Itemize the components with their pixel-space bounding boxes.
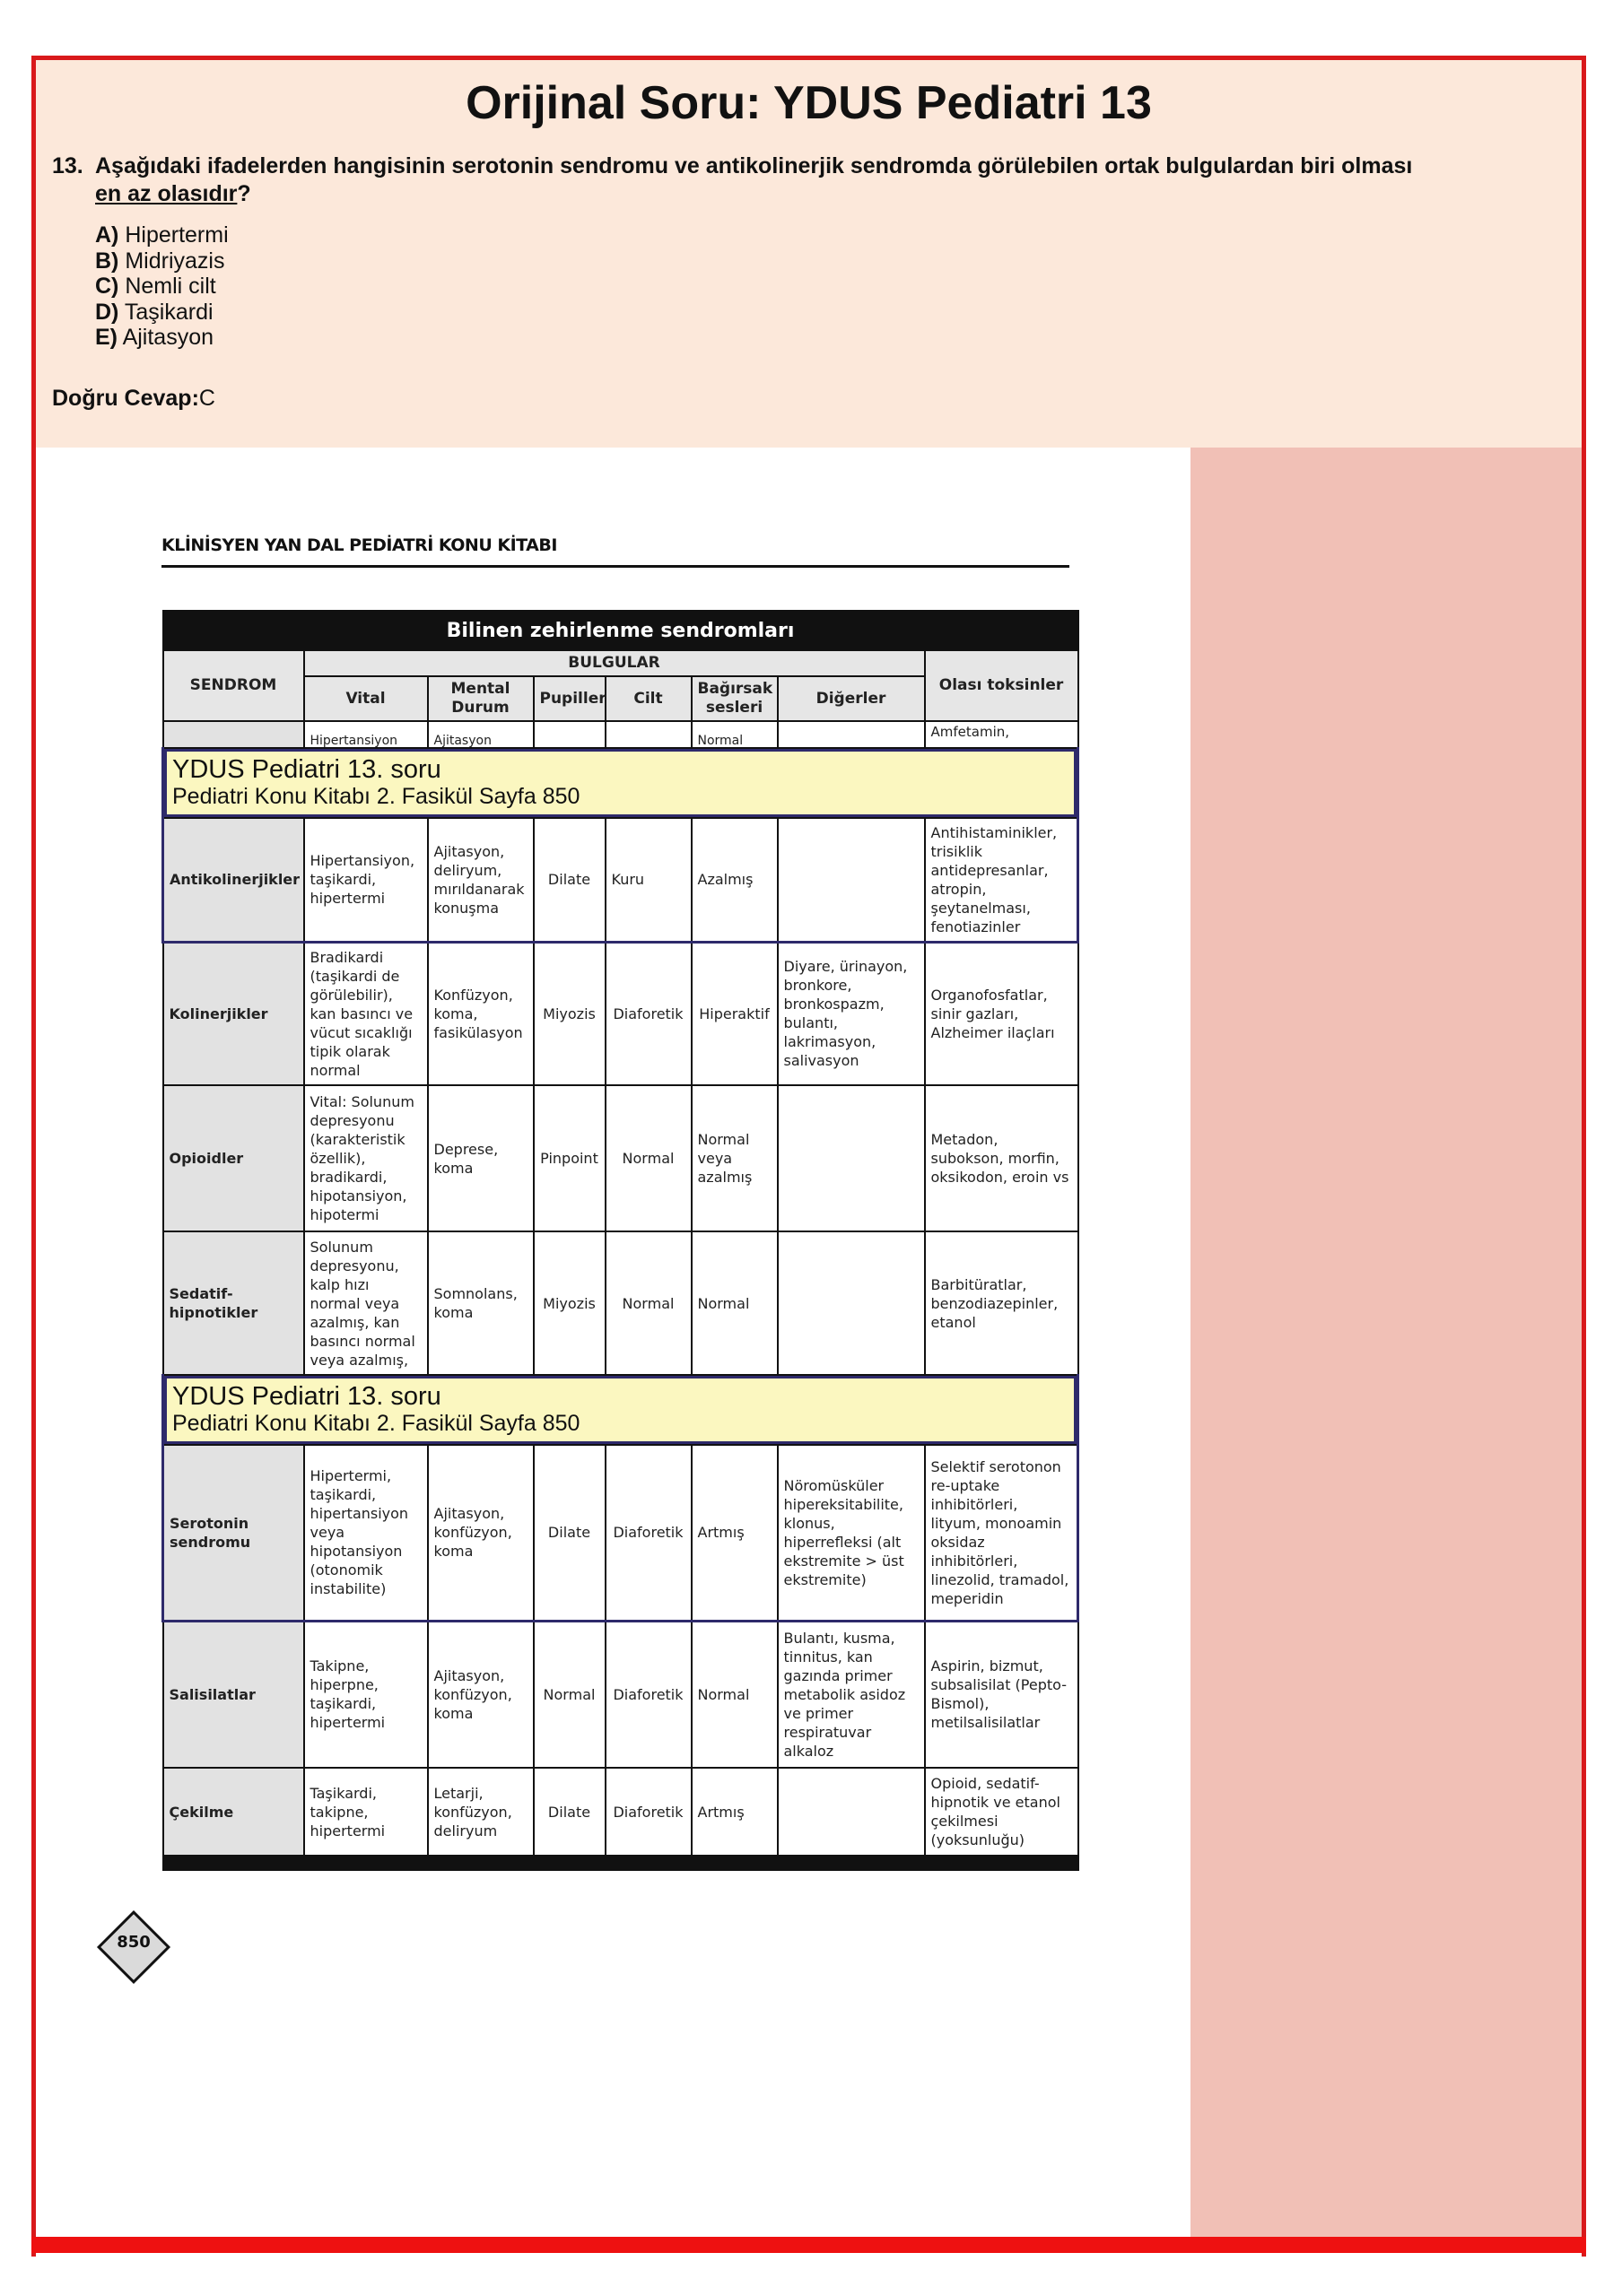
cell-bowel: Normal xyxy=(692,1621,778,1768)
option-text: Nemli cilt xyxy=(125,274,216,299)
cell-toxins: Opioid, sedatif-hipnotik ve etanol çekilmesi (yoksunluğu) xyxy=(925,1768,1078,1856)
cell-syndrome: Salisilatlar xyxy=(163,1621,304,1768)
cell-toxins: Aspirin, bizmut, subsalisilat (Pepto-Bismol), metilsalisilatlar xyxy=(925,1621,1078,1768)
annotation-source: Pediatri Konu Kitabı 2. Fasikül Sayfa 850 xyxy=(172,1411,580,1436)
option-text: Hipertermi xyxy=(125,222,229,248)
cell-bowel: Normal xyxy=(692,1231,778,1375)
option-text: Ajitasyon xyxy=(122,325,214,350)
book-header: KLİNİSYEN YAN DAL PEDİATRİ KONU KİTABI xyxy=(161,535,557,555)
option-letter: E) xyxy=(95,325,118,350)
col-bowel: Bağırsak sesleri xyxy=(692,676,778,721)
cell-vital: Taşikardi, takipne, hipertermi xyxy=(304,1768,428,1856)
cell-skin: Normal xyxy=(606,1085,692,1231)
cell-mental: Ajitasyon xyxy=(428,721,534,748)
cell-toxins: Amfetamin, xyxy=(925,721,1078,748)
cell-bowel: Azalmış xyxy=(692,818,778,942)
cell-mental: Konfüzyon, koma, fasikülasyon xyxy=(428,942,534,1085)
cell-mental: Ajitasyon, deliryum, mırıldanarak konuşma xyxy=(428,818,534,942)
cell-pupils: Normal xyxy=(534,1621,606,1768)
cell-bowel: Normal xyxy=(692,721,778,748)
cell-mental: Letarji, konfüzyon, deliryum xyxy=(428,1768,534,1856)
col-toxins: Olası toksinler xyxy=(925,650,1078,721)
col-syndrome: SENDROM xyxy=(163,650,304,721)
table-title: Bilinen zehirlenme sendromları xyxy=(163,611,1078,650)
cell-bowel: Normal veya azalmış xyxy=(692,1085,778,1231)
cell-toxins: Selektif serotonon re-uptake inhibitörleri, lityum, monoamin oksidaz inhibitörleri, linezolid, tramadol, meperidin xyxy=(925,1445,1078,1621)
cell-toxins: Barbitüratlar, benzodiazepinler, etanol xyxy=(925,1231,1078,1375)
cell-skin: Kuru xyxy=(606,818,692,942)
question-mark: ? xyxy=(237,181,251,206)
cell-vital: Vital: Solunum depresyonu (karakteristik özellik), bradikardi, hipotansiyon, hipotermi xyxy=(304,1085,428,1231)
col-mental: Mental Durum xyxy=(428,676,534,721)
option-letter: D) xyxy=(95,299,119,325)
cell-bowel: Artmış xyxy=(692,1768,778,1856)
cell-skin: Diaforetik xyxy=(606,942,692,1085)
cell-skin: Normal xyxy=(606,1231,692,1375)
annotation-title: YDUS Pediatri 13. soru xyxy=(172,755,441,784)
page-number: 850 xyxy=(117,1933,151,1952)
cell-vital: Solunum depresyonu, kalp hızı normal veya azalmış, kan basıncı normal veya azalmış, xyxy=(304,1231,428,1375)
cell-toxins: Metadon, subokson, morfin, oksikodon, eroin vs xyxy=(925,1085,1078,1231)
cell-syndrome: Kolinerjikler xyxy=(163,942,304,1085)
cell-syndrome: Serotonin sendromu xyxy=(163,1445,304,1621)
cell-vital: Bradikardi (taşikardi de görülebilir), kan basıncı ve vücut sıcaklığı tipik olarak normal xyxy=(304,942,428,1085)
cell-syndrome: Sedatif-hipnotikler xyxy=(163,1231,304,1375)
option-letter: C) xyxy=(95,274,119,299)
option-letter: B) xyxy=(95,248,119,274)
cell-vital: Hipertansiyon xyxy=(304,721,428,748)
cell-mental: Deprese, koma xyxy=(428,1085,534,1231)
cell-skin: Diaforetik xyxy=(606,1621,692,1768)
cell-skin: Diaforetik xyxy=(606,1768,692,1856)
cell-vital: Takipne, hiperpne, taşikardi, hipertermi xyxy=(304,1621,428,1768)
cell-pupils: Miyozis xyxy=(534,1231,606,1375)
option-text: Midriyazis xyxy=(125,248,225,274)
col-other: Diğerler xyxy=(778,676,925,721)
correct-answer-value: C xyxy=(198,386,215,411)
question-text-main: Aşağıdaki ifadelerden hangisinin serotonin sendromu ve antikolinerjik sendromda görülebilen ortak bulgulardan biri olması xyxy=(95,153,1413,178)
annotation-title: YDUS Pediatri 13. soru xyxy=(172,1382,441,1411)
cell-syndrome: Opioidler xyxy=(163,1085,304,1231)
col-vital: Vital xyxy=(304,676,428,721)
col-pupils: Pupiller xyxy=(534,676,606,721)
correct-answer-label: Doğru Cevap: xyxy=(52,386,199,411)
page-title: Orijinal Soru: YDUS Pediatri 13 xyxy=(466,77,1152,129)
option-letter: A) xyxy=(95,222,119,248)
cell-other: Nöromüsküler hipereksitabilite, klonus, hiperrefleksi (alt ekstremite > üst ekstremite) xyxy=(778,1445,925,1621)
option-text: Taşikardi xyxy=(124,299,214,325)
col-group-findings: BULGULAR xyxy=(304,650,925,676)
cell-other: Bulantı, kusma, tinnitus, kan gazında primer metabolik asidoz ve primer respiratuvar alkaloz xyxy=(778,1621,925,1768)
cell-bowel: Artmış xyxy=(692,1445,778,1621)
annotation-source: Pediatri Konu Kitabı 2. Fasikül Sayfa 850 xyxy=(172,784,580,809)
cell-pupils: Miyozis xyxy=(534,942,606,1085)
cell-bowel: Hiperaktif xyxy=(692,942,778,1085)
cell-other: Diyare, ürinayon, bronkore, bronkospazm, bulantı, lakrimasyon, salivasyon xyxy=(778,942,925,1085)
cell-mental: Ajitasyon, konfüzyon, koma xyxy=(428,1621,534,1768)
cell-vital: Hipertansiyon, taşikardi, hipertermi xyxy=(304,818,428,942)
question-number: 13. xyxy=(52,153,83,178)
cell-syndrome: Çekilme xyxy=(163,1768,304,1856)
cell-skin: Diaforetik xyxy=(606,1445,692,1621)
cell-mental: Ajitasyon, konfüzyon, koma xyxy=(428,1445,534,1621)
cell-toxins: Organofosfatlar, sinir gazları, Alzheimer ilaçları xyxy=(925,942,1078,1085)
cell-pupils: Pinpoint xyxy=(534,1085,606,1231)
col-skin: Cilt xyxy=(606,676,692,721)
cell-mental: Somnolans, koma xyxy=(428,1231,534,1375)
cell-toxins: Antihistaminikler, trisiklik antidepresanlar, atropin, şeytanelması, fenotiazinler xyxy=(925,818,1078,942)
question-text-underlined: en az olasıdır xyxy=(95,181,238,206)
page-bottom-bar xyxy=(31,2237,1586,2253)
cell-syndrome: Antikolinerjikler xyxy=(163,818,304,942)
cell-pupils: Dilate xyxy=(534,1445,606,1621)
cell-vital: Hipertermi, taşikardi, hipertansiyon veya hipotansiyon (otonomik instabilite) xyxy=(304,1445,428,1621)
page-frame xyxy=(31,56,1586,2257)
cell-pupils: Dilate xyxy=(534,1768,606,1856)
cell-pupils: Dilate xyxy=(534,818,606,942)
